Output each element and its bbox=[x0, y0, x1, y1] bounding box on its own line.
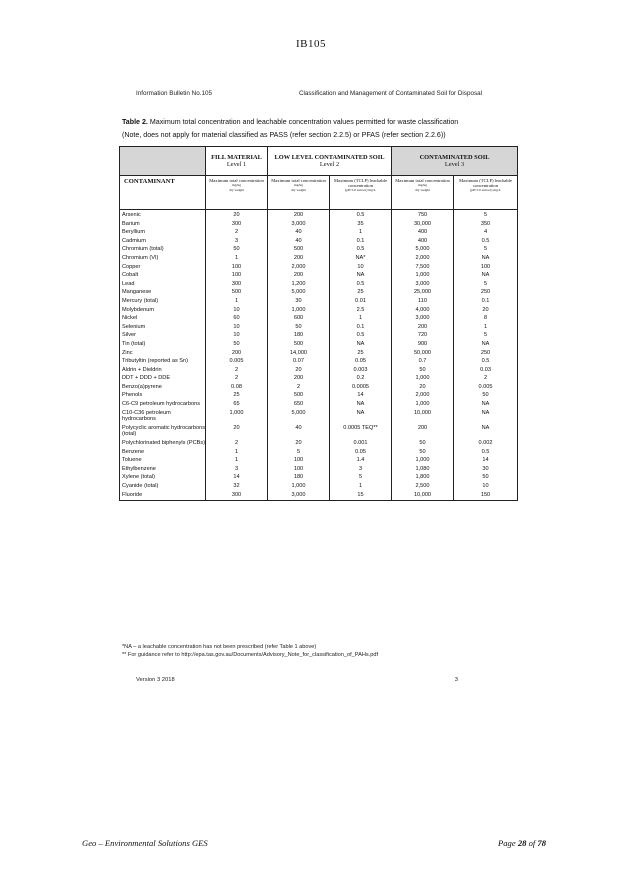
value-cell: 400 bbox=[392, 227, 454, 236]
value-cell: 0.5 bbox=[330, 279, 392, 288]
value-cell: 500 bbox=[268, 339, 330, 348]
table-row bbox=[120, 390, 518, 399]
footnote-guidance: ** For guidance refer to http://epa.tas.gov.au/Documents/Advisory_Note_for_classification_of_PAHs.pdf bbox=[122, 652, 378, 658]
value-cell: 100 bbox=[268, 455, 330, 464]
value-cell: 1 bbox=[206, 447, 268, 456]
value-cell: 100 bbox=[268, 464, 330, 473]
value-cell: 1 bbox=[206, 296, 268, 305]
value-cell: 25 bbox=[206, 390, 268, 399]
value-cell: 2 bbox=[206, 438, 268, 447]
value-cell: 65 bbox=[206, 399, 268, 408]
value-cell: 600 bbox=[268, 313, 330, 322]
value-cell: 50 bbox=[454, 472, 518, 481]
value-cell: NA bbox=[330, 408, 392, 423]
contaminant-name: Molybdenum bbox=[120, 305, 206, 314]
page-indicator bbox=[498, 838, 546, 848]
value-cell: 25,000 bbox=[392, 287, 454, 296]
value-cell: 0.5 bbox=[454, 356, 518, 365]
value-cell: 3,000 bbox=[268, 490, 330, 501]
value-cell: 30 bbox=[454, 464, 518, 473]
sub-header-cell bbox=[454, 176, 518, 210]
value-cell: 10 bbox=[206, 305, 268, 314]
value-cell: 14 bbox=[206, 472, 268, 481]
contaminant-name: Xylene (total) bbox=[120, 472, 206, 481]
group-level: Level 1 bbox=[226, 161, 247, 168]
value-cell: 1,800 bbox=[392, 472, 454, 481]
bulletin-header bbox=[136, 90, 482, 97]
value-cell: 50 bbox=[268, 322, 330, 331]
value-cell: 0.5 bbox=[330, 210, 392, 219]
sub-header-cell bbox=[206, 176, 268, 210]
value-cell: 60 bbox=[206, 313, 268, 322]
value-cell: 100 bbox=[206, 262, 268, 271]
page-total: 78 bbox=[537, 838, 546, 848]
footnotes bbox=[122, 643, 522, 659]
value-cell: 35 bbox=[330, 219, 392, 228]
value-cell: 50 bbox=[206, 244, 268, 253]
value-cell: 8 bbox=[454, 313, 518, 322]
contaminant-name: DDT + DDD + DDE bbox=[120, 373, 206, 382]
value-cell: 10 bbox=[454, 481, 518, 490]
contaminant-name: Nickel bbox=[120, 313, 206, 322]
value-cell: 5 bbox=[454, 330, 518, 339]
value-cell: 3,000 bbox=[392, 313, 454, 322]
table-row bbox=[120, 270, 518, 279]
value-cell: 2,000 bbox=[268, 262, 330, 271]
table-row bbox=[120, 322, 518, 331]
value-cell: 50 bbox=[392, 438, 454, 447]
value-cell: 300 bbox=[206, 219, 268, 228]
value-cell: 3,000 bbox=[268, 219, 330, 228]
value-cell: 0.002 bbox=[454, 438, 518, 447]
contaminant-name: Tributyltin (reported as Sn) bbox=[120, 356, 206, 365]
value-cell: 0.03 bbox=[454, 365, 518, 374]
value-cell: 200 bbox=[268, 270, 330, 279]
group-header-level-2 bbox=[268, 147, 392, 176]
table-row bbox=[120, 219, 518, 228]
value-cell: 10 bbox=[330, 262, 392, 271]
value-cell: 5 bbox=[330, 472, 392, 481]
value-cell: 1 bbox=[206, 253, 268, 262]
value-cell: 5,000 bbox=[268, 287, 330, 296]
value-cell: 200 bbox=[392, 322, 454, 331]
contaminant-name: Barium bbox=[120, 219, 206, 228]
value-cell: 250 bbox=[454, 348, 518, 357]
group-level: Level 2 bbox=[319, 161, 340, 168]
caption-label: Table 2. bbox=[122, 118, 148, 126]
bulletin-page-number: 3 bbox=[454, 677, 458, 683]
value-cell: 1,000 bbox=[392, 270, 454, 279]
classification-table bbox=[119, 146, 518, 501]
value-cell: 2.5 bbox=[330, 305, 392, 314]
value-cell: 1 bbox=[330, 227, 392, 236]
value-cell: 200 bbox=[392, 423, 454, 438]
value-cell: 1 bbox=[330, 313, 392, 322]
contaminant-name: Polychlorinated biphenyls (PCBs) bbox=[120, 438, 206, 447]
value-cell: 1,000 bbox=[392, 373, 454, 382]
contaminant-header: CONTAMINANT bbox=[120, 176, 206, 210]
value-cell: 1.4 bbox=[330, 455, 392, 464]
sub-header-basis: dry weight bbox=[228, 187, 245, 192]
group-header-row bbox=[120, 147, 518, 176]
value-cell: 14 bbox=[454, 455, 518, 464]
table-row bbox=[120, 481, 518, 490]
value-cell: 20 bbox=[268, 365, 330, 374]
value-cell: NA bbox=[454, 253, 518, 262]
value-cell: 0.05 bbox=[330, 356, 392, 365]
contaminant-name: Selenium bbox=[120, 322, 206, 331]
version-line bbox=[136, 677, 458, 683]
document-code: IB105 bbox=[296, 38, 326, 50]
value-cell: NA bbox=[454, 399, 518, 408]
contaminant-name: Copper bbox=[120, 262, 206, 271]
value-cell: 2 bbox=[206, 227, 268, 236]
value-cell: 20 bbox=[454, 305, 518, 314]
contaminant-name: C10-C36 petroleum hydrocarbons bbox=[120, 408, 206, 423]
value-cell: 1,000 bbox=[268, 305, 330, 314]
value-cell: 150 bbox=[454, 490, 518, 501]
value-cell: 1,000 bbox=[392, 455, 454, 464]
table-row bbox=[120, 210, 518, 219]
contaminant-name: Arsenic bbox=[120, 210, 206, 219]
bulletin-number: Information Bulletin No.105 bbox=[136, 90, 212, 97]
group-title: LOW LEVEL CONTAMINATED SOIL bbox=[274, 154, 385, 161]
value-cell: 2,000 bbox=[392, 253, 454, 262]
contaminant-name: Aldrin + Dieldrin bbox=[120, 365, 206, 374]
table-row bbox=[120, 455, 518, 464]
value-cell: 110 bbox=[392, 296, 454, 305]
value-cell: NA bbox=[454, 339, 518, 348]
value-cell: 1,000 bbox=[392, 399, 454, 408]
value-cell: 25 bbox=[330, 287, 392, 296]
value-cell: 3,000 bbox=[392, 279, 454, 288]
value-cell: 1,080 bbox=[392, 464, 454, 473]
value-cell: 0.5 bbox=[330, 244, 392, 253]
value-cell: NA bbox=[330, 399, 392, 408]
value-cell: 300 bbox=[206, 279, 268, 288]
value-cell: 20 bbox=[206, 423, 268, 438]
value-cell: 0.1 bbox=[330, 322, 392, 331]
value-cell: NA bbox=[454, 408, 518, 423]
contaminant-name: Benzene bbox=[120, 447, 206, 456]
contaminant-name: Cadmium bbox=[120, 236, 206, 245]
value-cell: 20 bbox=[268, 438, 330, 447]
value-cell: 3 bbox=[330, 464, 392, 473]
value-cell: 50,000 bbox=[392, 348, 454, 357]
table-row bbox=[120, 227, 518, 236]
value-cell: 2 bbox=[206, 373, 268, 382]
value-cell: 650 bbox=[268, 399, 330, 408]
table-row bbox=[120, 253, 518, 262]
table-row bbox=[120, 423, 518, 438]
table-row bbox=[120, 348, 518, 357]
value-cell: 200 bbox=[268, 210, 330, 219]
value-cell: 20 bbox=[392, 382, 454, 391]
footnote-na: *NA – a leachable concentration has not been prescribed (refer Table 1 above) bbox=[122, 644, 317, 650]
value-cell: 10,000 bbox=[392, 408, 454, 423]
contaminant-name: Tin (total) bbox=[120, 339, 206, 348]
sub-header-basis: dry weight bbox=[290, 187, 307, 192]
value-cell: 0.001 bbox=[330, 438, 392, 447]
table-row bbox=[120, 296, 518, 305]
value-cell: 5 bbox=[454, 244, 518, 253]
table-caption bbox=[122, 116, 522, 142]
value-cell: 300 bbox=[206, 490, 268, 501]
table-row bbox=[120, 373, 518, 382]
table-row bbox=[120, 313, 518, 322]
value-cell: 10,000 bbox=[392, 490, 454, 501]
contaminant-name: Beryllium bbox=[120, 227, 206, 236]
page-footer bbox=[82, 838, 546, 848]
value-cell: 5 bbox=[454, 279, 518, 288]
value-cell: 0.7 bbox=[392, 356, 454, 365]
value-cell: 500 bbox=[206, 287, 268, 296]
contaminant-name: Lead bbox=[120, 279, 206, 288]
group-title: FILL MATERIAL bbox=[211, 154, 262, 161]
contaminant-name: Ethylbenzene bbox=[120, 464, 206, 473]
page-of: of bbox=[528, 838, 536, 848]
value-cell: 2,500 bbox=[392, 481, 454, 490]
value-cell: NA bbox=[454, 423, 518, 438]
table-row bbox=[120, 399, 518, 408]
page-prefix: Page bbox=[497, 838, 516, 848]
table-row bbox=[120, 472, 518, 481]
value-cell: 250 bbox=[454, 287, 518, 296]
value-cell: 5,000 bbox=[392, 244, 454, 253]
table-row bbox=[120, 382, 518, 391]
value-cell: NA bbox=[330, 270, 392, 279]
group-header-level-3 bbox=[392, 147, 518, 176]
classification-table-container bbox=[119, 146, 517, 501]
table-row bbox=[120, 464, 518, 473]
value-cell: 1,200 bbox=[268, 279, 330, 288]
contaminant-name: Chromium (total) bbox=[120, 244, 206, 253]
table-row bbox=[120, 262, 518, 271]
value-cell: 1 bbox=[330, 481, 392, 490]
value-cell: 2 bbox=[454, 373, 518, 382]
table-row bbox=[120, 236, 518, 245]
table-row bbox=[120, 244, 518, 253]
value-cell: 10 bbox=[206, 322, 268, 331]
sub-header-text: Maximum total concentration bbox=[395, 178, 450, 183]
value-cell: NA bbox=[330, 339, 392, 348]
value-cell: 5,000 bbox=[268, 408, 330, 423]
table-body bbox=[120, 210, 518, 501]
table-row bbox=[120, 490, 518, 501]
sub-header-cell bbox=[268, 176, 330, 210]
value-cell: 50 bbox=[206, 339, 268, 348]
value-cell: 3 bbox=[206, 236, 268, 245]
page-current: 28 bbox=[517, 838, 527, 848]
table-row bbox=[120, 356, 518, 365]
value-cell: 40 bbox=[268, 423, 330, 438]
value-cell: 0.05 bbox=[330, 447, 392, 456]
contaminant-name: Phenols bbox=[120, 390, 206, 399]
value-cell: 900 bbox=[392, 339, 454, 348]
value-cell: 100 bbox=[206, 270, 268, 279]
value-cell: 10 bbox=[206, 330, 268, 339]
value-cell: 0.1 bbox=[454, 296, 518, 305]
value-cell: 4 bbox=[454, 227, 518, 236]
group-title: CONTAMINATED SOIL bbox=[419, 154, 490, 161]
value-cell: 0.07 bbox=[268, 356, 330, 365]
value-cell: 0.2 bbox=[330, 373, 392, 382]
contaminant-name: Silver bbox=[120, 330, 206, 339]
value-cell: 0.5 bbox=[454, 447, 518, 456]
value-cell: 32 bbox=[206, 481, 268, 490]
value-cell: 720 bbox=[392, 330, 454, 339]
value-cell: 1 bbox=[206, 455, 268, 464]
table-row bbox=[120, 365, 518, 374]
bulletin-title: Classification and Management of Contaminated Soil for Disposal bbox=[298, 90, 482, 97]
sub-header-text: Maximum (TCLP) leachable concentration bbox=[458, 178, 513, 188]
table-row bbox=[120, 408, 518, 423]
value-cell: NA bbox=[454, 270, 518, 279]
contaminant-name: Toluene bbox=[120, 455, 206, 464]
contaminant-name: Fluoride bbox=[120, 490, 206, 501]
value-cell: 30 bbox=[268, 296, 330, 305]
sub-header-cell bbox=[392, 176, 454, 210]
group-level: Level 3 bbox=[444, 161, 465, 168]
value-cell: 0.0005 bbox=[330, 382, 392, 391]
caption-note: (Note, does not apply for material classified as PASS (refer section 2.2.5) or PFAS (refer section 2.2.6)) bbox=[122, 131, 446, 139]
value-cell: 100 bbox=[454, 262, 518, 271]
value-cell: 3 bbox=[206, 464, 268, 473]
sub-header-text: Maximum total concentration bbox=[271, 178, 326, 183]
value-cell: 4,000 bbox=[392, 305, 454, 314]
value-cell: 500 bbox=[268, 390, 330, 399]
blank-header-cell bbox=[120, 147, 206, 176]
value-cell: 40 bbox=[268, 227, 330, 236]
value-cell: 180 bbox=[268, 330, 330, 339]
value-cell: 750 bbox=[392, 210, 454, 219]
value-cell: 180 bbox=[268, 472, 330, 481]
sub-header-row bbox=[120, 176, 518, 210]
value-cell: 14 bbox=[330, 390, 392, 399]
value-cell: 1,000 bbox=[268, 481, 330, 490]
value-cell: 0.5 bbox=[330, 330, 392, 339]
sub-header-text: Maximum total concentration bbox=[209, 178, 264, 183]
value-cell: 20 bbox=[206, 210, 268, 219]
table-row bbox=[120, 438, 518, 447]
contaminant-name: Cobalt bbox=[120, 270, 206, 279]
value-cell: 25 bbox=[330, 348, 392, 357]
value-cell: 0.1 bbox=[330, 236, 392, 245]
value-cell: 5 bbox=[268, 447, 330, 456]
contaminant-name: Chromium (VI) bbox=[120, 253, 206, 262]
sub-header-text: Maximum (TCLP) leachable concentration bbox=[333, 178, 388, 188]
table-row bbox=[120, 279, 518, 288]
value-cell: 200 bbox=[206, 348, 268, 357]
value-cell: NA* bbox=[330, 253, 392, 262]
value-cell: 1,000 bbox=[206, 408, 268, 423]
value-cell: 350 bbox=[454, 219, 518, 228]
value-cell: 500 bbox=[268, 244, 330, 253]
value-cell: 2 bbox=[268, 382, 330, 391]
value-cell: 0.005 bbox=[454, 382, 518, 391]
sub-header-basis: dry weight bbox=[414, 187, 431, 192]
contaminant-name: Mercury (total) bbox=[120, 296, 206, 305]
value-cell: 7,500 bbox=[392, 262, 454, 271]
value-cell: 50 bbox=[392, 365, 454, 374]
table-row bbox=[120, 287, 518, 296]
group-header-level-1 bbox=[206, 147, 268, 176]
value-cell: 0.5 bbox=[454, 236, 518, 245]
contaminant-name: C6-C9 petroleum hydrocarbons bbox=[120, 399, 206, 408]
version-label: Version 3 2018 bbox=[136, 677, 175, 683]
value-cell: 50 bbox=[454, 390, 518, 399]
value-cell: 200 bbox=[268, 253, 330, 262]
value-cell: 1 bbox=[454, 322, 518, 331]
contaminant-name: Benzo(a)pyrene bbox=[120, 382, 206, 391]
sub-header-basis: (pH 5.0 extract) mg/L bbox=[345, 188, 376, 192]
value-cell: 14,000 bbox=[268, 348, 330, 357]
table-row bbox=[120, 447, 518, 456]
value-cell: 0.08 bbox=[206, 382, 268, 391]
value-cell: 0.0005 TEQ** bbox=[330, 423, 392, 438]
value-cell: 2 bbox=[206, 365, 268, 374]
contaminant-name: Manganese bbox=[120, 287, 206, 296]
value-cell: 0.005 bbox=[206, 356, 268, 365]
value-cell: 40 bbox=[268, 236, 330, 245]
caption-text: Maximum total concentration and leachable concentration values permitted for waste classification bbox=[149, 118, 459, 126]
value-cell: 2,000 bbox=[392, 390, 454, 399]
value-cell: 50 bbox=[392, 447, 454, 456]
caption-line bbox=[122, 116, 522, 129]
sub-header-basis: (pH 5.0 extract) mg/L bbox=[470, 188, 501, 192]
contaminant-name: Polycyclic aromatic hydrocarbons (total) bbox=[120, 423, 206, 438]
value-cell: 400 bbox=[392, 236, 454, 245]
value-cell: 30,000 bbox=[392, 219, 454, 228]
contaminant-name: Zinc bbox=[120, 348, 206, 357]
value-cell: 0.01 bbox=[330, 296, 392, 305]
company-name: Geo – Environmental Solutions GES bbox=[82, 838, 208, 848]
table-row bbox=[120, 330, 518, 339]
sub-header-unit: mg/kg bbox=[294, 183, 303, 187]
value-cell: 200 bbox=[268, 373, 330, 382]
value-cell: 0.003 bbox=[330, 365, 392, 374]
table-row bbox=[120, 305, 518, 314]
contaminant-name: Cyanide (total) bbox=[120, 481, 206, 490]
table-row bbox=[120, 339, 518, 348]
value-cell: 5 bbox=[454, 210, 518, 219]
sub-header-unit: mg/kg bbox=[232, 183, 241, 187]
sub-header-unit: mg/kg bbox=[418, 183, 427, 187]
value-cell: 15 bbox=[330, 490, 392, 501]
sub-header-cell bbox=[330, 176, 392, 210]
